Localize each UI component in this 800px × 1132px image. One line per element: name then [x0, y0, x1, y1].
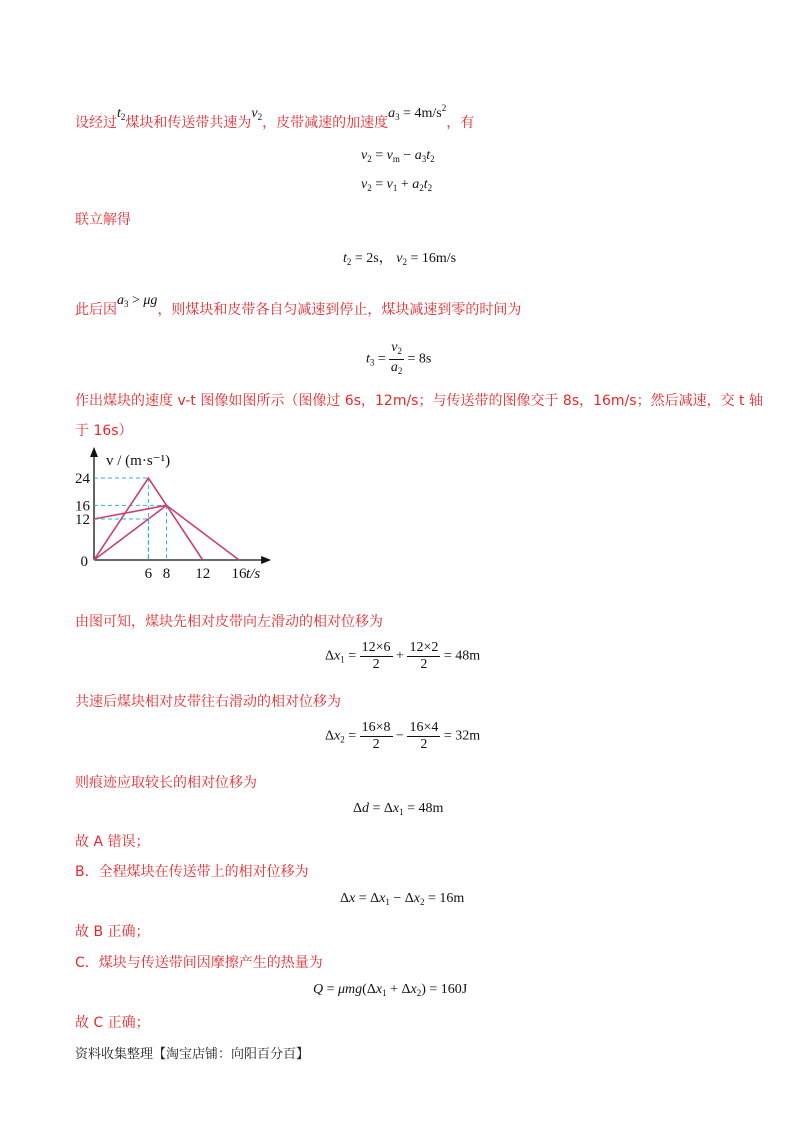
equation-v2-a: $v_2 = v_m - a_3t_2$ [361, 148, 435, 164]
footer-credit: 资料收集整理【淘宝店铺：向阳百分百】 [75, 1047, 310, 1062]
solve-label: 联立解得 [75, 212, 131, 228]
equation-v2-b: $v_2 = v_1 + a_2t_2$ [361, 177, 433, 193]
equation-dx: $\Delta x = \Delta x_1 - \Delta x_2 = 16m$ [340, 891, 465, 907]
conclusion-a: 故 A 错误； [75, 834, 150, 850]
trace-label: 则痕迹应取较长的相对位移为 [75, 775, 257, 791]
y-axis-arrow [90, 447, 98, 457]
intro-text-a: 设经过 [75, 115, 117, 131]
x-tick-label-8: 8 [162, 566, 171, 582]
intro-text-c: ，皮带减速的加速度 [262, 115, 389, 131]
x-tick-label-12: 12 [195, 566, 211, 582]
since-line [75, 293, 522, 324]
vt-chart [70, 445, 310, 590]
conclusion-c: 故 C 正确； [75, 1015, 150, 1031]
equation-dx1: $\Delta x_1$ = $\frac{12\times 6}{2}$ + $\frac{12\times 2}{2}$ = 48m [325, 640, 481, 672]
origin-label: 0 [80, 554, 88, 570]
intro-text-d: ，有 [446, 115, 475, 131]
since-text-a: 此后因 [75, 302, 117, 318]
relative-right-label: 共速后煤块相对皮带往右滑动的相对位移为 [75, 694, 341, 710]
y-tick-label-16: 16 [75, 498, 90, 515]
conclusion-b: 故 B 正确； [75, 924, 150, 940]
option-b-label: B．全程煤块在传送带上的相对位移为 [75, 864, 309, 880]
y-tick-label-12: 12 [75, 512, 90, 528]
y-axis-label: v / (m·s⁻¹) [106, 453, 171, 469]
x-tick-label-16: 16 [231, 566, 247, 582]
x-tick-label-6: 6 [144, 566, 153, 582]
equation-solution: $t_2 = 2s$， $v_2 = 16m/s$ [343, 251, 457, 267]
y-tick-label-24: 24 [75, 471, 90, 487]
since-text-b: ，则煤块和皮带各自匀减速到停止，煤块减速到零的时间为 [157, 302, 522, 318]
series-line-2 [94, 505, 167, 519]
equation-heat: $Q = \mu mg(\Delta x_1 + \Delta x_2) = 160J$ [313, 982, 468, 998]
graph-desc-line2: 于 16s） [75, 423, 133, 439]
symbol-t2: $t_2$ [117, 106, 126, 122]
equation-dx2: $\Delta x_2$ = $\frac{16\times 8}{2}$ − $\frac{16\times 4}{2}$ = 32m [325, 720, 481, 752]
symbol-v2: $v_2$ [251, 106, 263, 122]
x-axis-label: t/s [246, 566, 261, 582]
intro-text-b: 煤块和传送带共速为 [125, 115, 252, 131]
intro-line [75, 103, 475, 137]
accel-a3: $a_3 = 4m/s^2$ [388, 103, 447, 122]
inequality-a3: $a_3 > \mu g$ [117, 293, 158, 309]
relative-left-label: 由图可知，煤块先相对皮带向左滑动的相对位移为 [75, 614, 383, 630]
graph-desc-line1: 作出煤块的速度 v-t 图像如图所示（图像过 6s，12m/s；与传送带的图像交于 8s，16m/s；然后减速，交 t 轴 [75, 393, 763, 409]
equation-t3: $t_3$ = $\frac{v_2}{a_2}$ = 8s [366, 340, 432, 376]
equation-dd: $\Delta d = \Delta x_1 = 48m$ [353, 801, 444, 817]
option-c-label: C．煤块与传送带间因摩擦产生的热量为 [75, 955, 323, 971]
x-axis-arrow [261, 556, 271, 564]
